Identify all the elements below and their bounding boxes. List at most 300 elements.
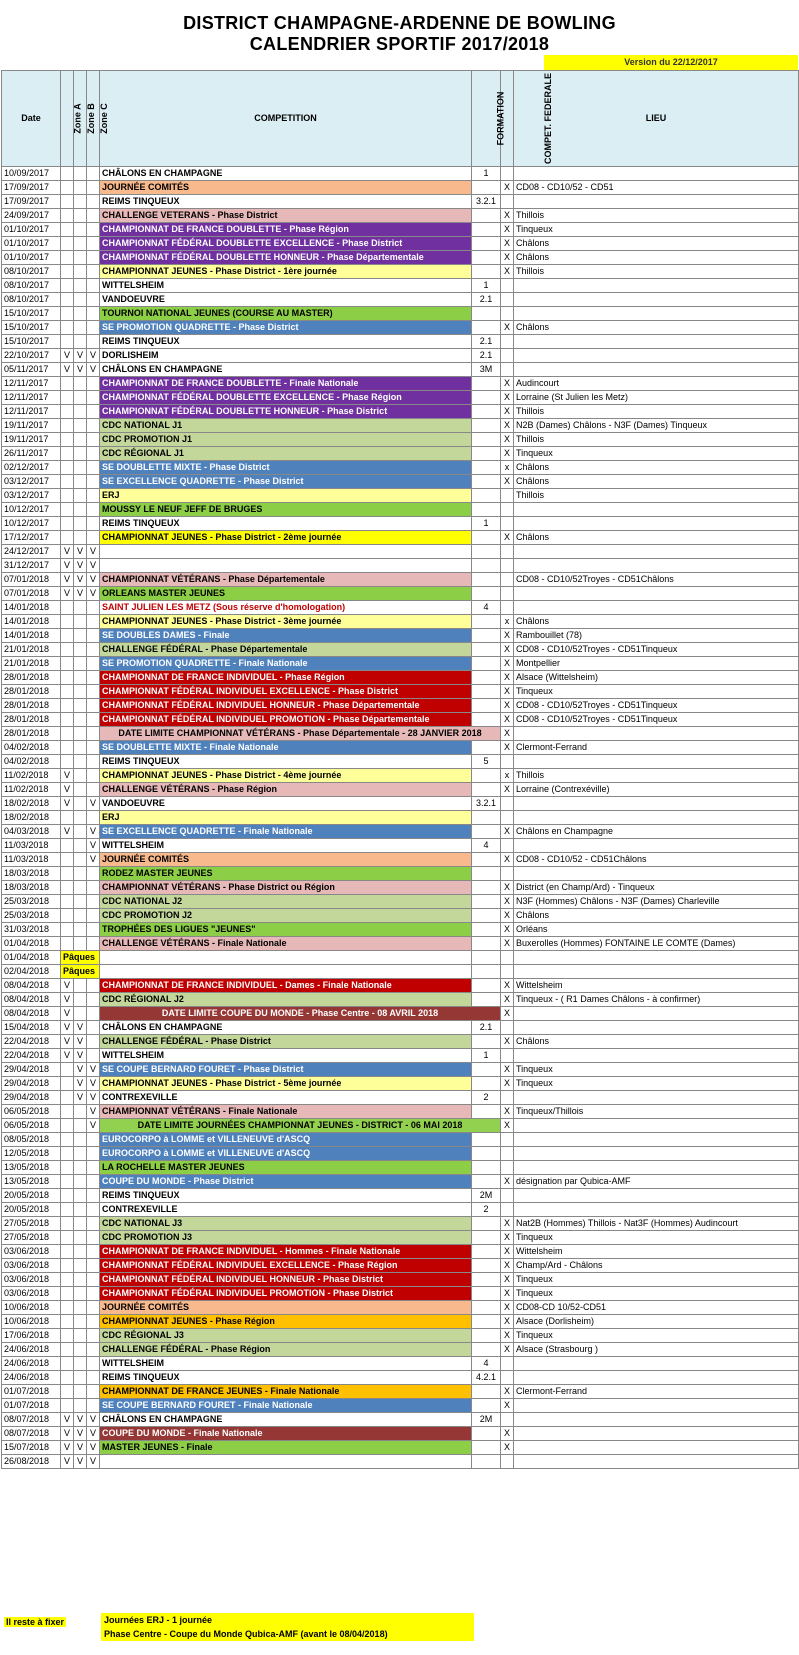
- lieu-cell: Thillois: [514, 405, 799, 419]
- zone-a-cell: V: [61, 1427, 74, 1441]
- compet-federale-cell: X: [501, 1287, 514, 1301]
- table-row: [2, 545, 799, 559]
- zone-a-cell: V: [61, 363, 74, 377]
- date-cell: 22/04/2018: [2, 1049, 61, 1063]
- zone-a-cell: [61, 1301, 74, 1315]
- table-row: [2, 909, 799, 923]
- compet-federale-cell: [501, 517, 514, 531]
- zone-b-cell: [74, 1315, 87, 1329]
- competition-cell: WITTELSHEIM: [100, 1357, 472, 1371]
- zone-a-cell: [61, 1287, 74, 1301]
- table-row: [2, 1161, 799, 1175]
- competition-cell: WITTELSHEIM: [100, 279, 472, 293]
- calendar-table: [1, 70, 799, 1469]
- zone-a-cell: [61, 489, 74, 503]
- zone-c-cell: V: [87, 839, 100, 853]
- zone-b-cell: [74, 1399, 87, 1413]
- table-row: [2, 433, 799, 447]
- zone-b-cell: [74, 335, 87, 349]
- lieu-cell: Tinqueux: [514, 447, 799, 461]
- zone-a-cell: V: [61, 993, 74, 1007]
- formation-cell: 2M: [472, 1413, 501, 1427]
- zone-a-cell: [61, 447, 74, 461]
- table-row: [2, 769, 799, 783]
- zone-a-cell: [61, 181, 74, 195]
- formation-cell: 1: [472, 517, 501, 531]
- date-cell: 08/07/2018: [2, 1427, 61, 1441]
- date-cell: 08/07/2018: [2, 1413, 61, 1427]
- formation-cell: [472, 1161, 501, 1175]
- zone-a-cell: [61, 1133, 74, 1147]
- competition-cell: DATE LIMITE CHAMPIONNAT VÉTÉRANS - Phase Départementale - 28 JANVIER 2018: [100, 727, 501, 741]
- zone-a-cell: [61, 1315, 74, 1329]
- compet-federale-cell: [501, 167, 514, 181]
- zone-b-cell: [74, 671, 87, 685]
- formation-cell: [472, 1035, 501, 1049]
- zone-a-cell: V: [61, 1441, 74, 1455]
- zone-c-cell: [87, 979, 100, 993]
- date-cell: 15/10/2017: [2, 307, 61, 321]
- zone-c-cell: [87, 867, 100, 881]
- zone-c-cell: V: [87, 587, 100, 601]
- formation-cell: [472, 783, 501, 797]
- compet-federale-cell: [501, 335, 514, 349]
- table-row: [2, 447, 799, 461]
- date-cell: 11/02/2018: [2, 783, 61, 797]
- header-zone-c: Zone C: [87, 71, 100, 167]
- zone-c-cell: [87, 923, 100, 937]
- table-row: [2, 825, 799, 839]
- zone-b-cell: [74, 979, 87, 993]
- lieu-cell: [514, 1119, 799, 1133]
- zone-b-cell: [74, 811, 87, 825]
- date-cell: 25/03/2018: [2, 895, 61, 909]
- zone-a-cell: [61, 909, 74, 923]
- formation-cell: [472, 769, 501, 783]
- zone-b-cell: [74, 825, 87, 839]
- formation-cell: [472, 587, 501, 601]
- date-cell: 13/05/2018: [2, 1175, 61, 1189]
- zone-a-cell: [61, 741, 74, 755]
- lieu-cell: [514, 811, 799, 825]
- zone-a-cell: V: [61, 769, 74, 783]
- zone-a-cell: V: [61, 1021, 74, 1035]
- date-cell: 18/02/2018: [2, 811, 61, 825]
- zone-c-cell: [87, 993, 100, 1007]
- formation-cell: [472, 685, 501, 699]
- competition-cell: CHÂLONS EN CHAMPAGNE: [100, 1413, 472, 1427]
- zone-c-cell: [87, 461, 100, 475]
- date-cell: 24/09/2017: [2, 209, 61, 223]
- competition-cell: TROPHÉES DES LIGUES "JEUNES": [100, 923, 472, 937]
- competition-cell: CHALLENGE FÉDÉRAL - Phase District: [100, 1035, 472, 1049]
- header-zone-a: Zone A: [61, 71, 74, 167]
- table-row: [2, 461, 799, 475]
- formation-cell: [472, 923, 501, 937]
- lieu-cell: Châlons: [514, 251, 799, 265]
- compet-federale-cell: X: [501, 1315, 514, 1329]
- competition-cell: CHAMPIONNAT DE FRANCE INDIVIDUEL - Dames - Finale Nationale: [100, 979, 472, 993]
- competition-cell: REIMS TINQUEUX: [100, 755, 472, 769]
- table-row: [2, 783, 799, 797]
- competition-cell: REIMS TINQUEUX: [100, 335, 472, 349]
- zone-c-cell: [87, 769, 100, 783]
- zone-c-cell: V: [87, 1413, 100, 1427]
- zone-c-cell: [87, 1231, 100, 1245]
- date-cell: 03/12/2017: [2, 489, 61, 503]
- zone-a-cell: [61, 517, 74, 531]
- zone-a-cell: [61, 727, 74, 741]
- zone-a-cell: [61, 237, 74, 251]
- zone-c-cell: [87, 475, 100, 489]
- compet-federale-cell: X: [501, 433, 514, 447]
- header-row: [2, 71, 799, 167]
- date-cell: 01/07/2018: [2, 1385, 61, 1399]
- formation-cell: 2.1: [472, 293, 501, 307]
- competition-cell: CHALLENGE FÉDÉRAL - Phase Départementale: [100, 643, 472, 657]
- date-cell: 08/10/2017: [2, 293, 61, 307]
- table-row: [2, 503, 799, 517]
- competition-cell: JOURNÉE COMITÉS: [100, 1301, 472, 1315]
- formation-cell: [472, 1385, 501, 1399]
- zone-c-cell: V: [87, 1091, 100, 1105]
- table-row: [2, 1147, 799, 1161]
- lieu-cell: [514, 1427, 799, 1441]
- zone-b-cell: V: [74, 1441, 87, 1455]
- compet-federale-cell: x: [501, 769, 514, 783]
- compet-federale-cell: X: [501, 1385, 514, 1399]
- zone-c-cell: [87, 685, 100, 699]
- compet-federale-cell: X: [501, 223, 514, 237]
- zone-b-cell: [74, 279, 87, 293]
- table-row: [2, 881, 799, 895]
- lieu-cell: Lorraine (Contrexéville): [514, 783, 799, 797]
- lieu-cell: District (en Champ/Ard) - Tinqueux: [514, 881, 799, 895]
- table-row: [2, 181, 799, 195]
- table-row: [2, 923, 799, 937]
- compet-federale-cell: X: [501, 181, 514, 195]
- competition-cell: CDC RÉGIONAL J3: [100, 1329, 472, 1343]
- zone-b-cell: [74, 517, 87, 531]
- formation-cell: [472, 1301, 501, 1315]
- competition-cell: CHÂLONS EN CHAMPAGNE: [100, 363, 472, 377]
- compet-federale-cell: [501, 1133, 514, 1147]
- table-row: [2, 1007, 799, 1021]
- date-cell: 12/11/2017: [2, 391, 61, 405]
- competition-cell: CHAMPIONNAT FÉDÉRAL INDIVIDUEL PROMOTION - Phase District: [100, 1287, 472, 1301]
- zone-b-cell: [74, 1133, 87, 1147]
- formation-cell: [472, 1343, 501, 1357]
- date-cell: 22/04/2018: [2, 1035, 61, 1049]
- date-cell: 06/05/2018: [2, 1119, 61, 1133]
- lieu-cell: [514, 1091, 799, 1105]
- competition-cell: [100, 951, 472, 965]
- date-cell: 15/10/2017: [2, 335, 61, 349]
- date-cell: 27/05/2018: [2, 1217, 61, 1231]
- compet-federale-cell: [501, 867, 514, 881]
- lieu-cell: N2B (Dames) Châlons - N3F (Dames) Tinqueux: [514, 419, 799, 433]
- zone-a-cell: [61, 1077, 74, 1091]
- zone-b-cell: [74, 503, 87, 517]
- compet-federale-cell: [501, 293, 514, 307]
- competition-cell: SE COUPE BERNARD FOURET - Phase District: [100, 1063, 472, 1077]
- zone-c-cell: [87, 517, 100, 531]
- page-subtitle: CALENDRIER SPORTIF 2017/2018: [249, 34, 550, 54]
- date-cell: 08/10/2017: [2, 265, 61, 279]
- table-row: [2, 167, 799, 181]
- compet-federale-cell: X: [501, 1399, 514, 1413]
- compet-federale-cell: X: [501, 1007, 514, 1021]
- zone-b-cell: V: [74, 1091, 87, 1105]
- competition-cell: CHAMPIONNAT DE FRANCE DOUBLETTE - Phase Région: [100, 223, 472, 237]
- date-cell: 12/11/2017: [2, 377, 61, 391]
- table-row: [2, 1035, 799, 1049]
- formation-cell: [472, 1105, 501, 1119]
- zone-a-cell: [61, 1189, 74, 1203]
- zone-c-cell: [87, 1245, 100, 1259]
- zone-a-cell: V: [61, 1007, 74, 1021]
- lieu-cell: [514, 1399, 799, 1413]
- compet-federale-cell: X: [501, 1329, 514, 1343]
- zone-c-cell: V: [87, 559, 100, 573]
- compet-federale-cell: [501, 1091, 514, 1105]
- competition-cell: REIMS TINQUEUX: [100, 1189, 472, 1203]
- competition-cell: CHAMPIONNAT FÉDÉRAL INDIVIDUEL HONNEUR - Phase Départementale: [100, 699, 472, 713]
- zone-b-cell: V: [74, 1063, 87, 1077]
- compet-federale-cell: X: [501, 251, 514, 265]
- zone-c-cell: [87, 1329, 100, 1343]
- zone-a-cell: [61, 1091, 74, 1105]
- formation-cell: 3M: [472, 363, 501, 377]
- date-cell: 17/06/2018: [2, 1329, 61, 1343]
- zone-b-cell: [74, 1259, 87, 1273]
- date-cell: 02/12/2017: [2, 461, 61, 475]
- zone-c-cell: [87, 209, 100, 223]
- lieu-cell: Tinqueux: [514, 1273, 799, 1287]
- zone-c-cell: [87, 223, 100, 237]
- compet-federale-cell: X: [501, 1175, 514, 1189]
- header-competition: COMPETITION: [100, 71, 472, 167]
- formation-cell: 2.1: [472, 335, 501, 349]
- zone-a-cell: [61, 279, 74, 293]
- compet-federale-cell: [501, 503, 514, 517]
- competition-cell: CHAMPIONNAT FÉDÉRAL DOUBLETTE EXCELLENCE - Phase District: [100, 237, 472, 251]
- date-cell: 04/02/2018: [2, 755, 61, 769]
- competition-cell: CHAMPIONNAT JEUNES - Phase District - 1ère journée: [100, 265, 472, 279]
- zone-a-cell: [61, 475, 74, 489]
- compet-federale-cell: [501, 1203, 514, 1217]
- zone-a-cell: Pâques: [61, 951, 100, 965]
- lieu-cell: [514, 195, 799, 209]
- date-cell: 14/01/2018: [2, 615, 61, 629]
- lieu-cell: Clermont-Ferrand: [514, 741, 799, 755]
- date-cell: 15/10/2017: [2, 321, 61, 335]
- zone-b-cell: [74, 881, 87, 895]
- zone-b-cell: V: [74, 349, 87, 363]
- footer-line: Phase Centre - Coupe du Monde Qubica-AMF (avant le 08/04/2018): [104, 1629, 388, 1639]
- competition-cell: CONTREXEVILLE: [100, 1203, 472, 1217]
- formation-cell: [472, 1329, 501, 1343]
- lieu-cell: CD08 - CD10/52Troyes - CD51Châlons: [514, 573, 799, 587]
- zone-c-cell: [87, 307, 100, 321]
- lieu-cell: Champ/Ard - Châlons: [514, 1259, 799, 1273]
- zone-b-cell: [74, 237, 87, 251]
- competition-cell: CDC RÉGIONAL J1: [100, 447, 472, 461]
- zone-b-cell: V: [74, 1455, 87, 1469]
- zone-a-cell: [61, 1175, 74, 1189]
- header-date: Date: [2, 71, 61, 167]
- zone-a-cell: [61, 1399, 74, 1413]
- competition-cell: JOURNÉE COMITÉS: [100, 853, 472, 867]
- compet-federale-cell: X: [501, 979, 514, 993]
- zone-a-cell: [61, 671, 74, 685]
- zone-a-cell: [61, 335, 74, 349]
- formation-cell: [472, 433, 501, 447]
- date-cell: 27/05/2018: [2, 1231, 61, 1245]
- zone-b-cell: [74, 1007, 87, 1021]
- compet-federale-cell: X: [501, 895, 514, 909]
- competition-cell: SE EXCELLENCE QUADRETTE - Phase District: [100, 475, 472, 489]
- table-row: [2, 475, 799, 489]
- zone-b-cell: [74, 223, 87, 237]
- formation-cell: [472, 419, 501, 433]
- zone-b-cell: V: [74, 559, 87, 573]
- compet-federale-cell: X: [501, 475, 514, 489]
- competition-cell: CDC NATIONAL J2: [100, 895, 472, 909]
- formation-cell: 1: [472, 279, 501, 293]
- date-cell: 29/04/2018: [2, 1063, 61, 1077]
- table-row: [2, 1385, 799, 1399]
- date-cell: 03/06/2018: [2, 1245, 61, 1259]
- date-cell: 12/05/2018: [2, 1147, 61, 1161]
- zone-b-cell: [74, 727, 87, 741]
- competition-cell: CHAMPIONNAT FÉDÉRAL INDIVIDUEL PROMOTION - Phase Départementale: [100, 713, 472, 727]
- date-cell: 01/07/2018: [2, 1399, 61, 1413]
- zone-c-cell: V: [87, 1441, 100, 1455]
- compet-federale-cell: [501, 965, 514, 979]
- compet-federale-cell: X: [501, 1259, 514, 1273]
- zone-c-cell: V: [87, 1077, 100, 1091]
- zone-c-cell: [87, 419, 100, 433]
- competition-cell: CHAMPIONNAT FÉDÉRAL INDIVIDUEL EXCELLENCE - Phase District: [100, 685, 472, 699]
- date-cell: 19/11/2017: [2, 419, 61, 433]
- zone-a-cell: Pâques: [61, 965, 100, 979]
- zone-c-cell: [87, 195, 100, 209]
- zone-a-cell: [61, 937, 74, 951]
- table-row: [2, 993, 799, 1007]
- table-row: [2, 951, 799, 965]
- zone-b-cell: [74, 293, 87, 307]
- zone-a-cell: [61, 461, 74, 475]
- table-row: [2, 391, 799, 405]
- lieu-cell: Châlons: [514, 321, 799, 335]
- zone-b-cell: [74, 181, 87, 195]
- lieu-cell: Tinqueux: [514, 1231, 799, 1245]
- zone-b-cell: V: [74, 545, 87, 559]
- zone-c-cell: [87, 783, 100, 797]
- zone-a-cell: [61, 601, 74, 615]
- compet-federale-cell: X: [501, 629, 514, 643]
- table-row: [2, 797, 799, 811]
- compet-federale-cell: [501, 839, 514, 853]
- lieu-cell: Thillois: [514, 769, 799, 783]
- lieu-cell: Wittelsheim: [514, 1245, 799, 1259]
- date-cell: 11/03/2018: [2, 839, 61, 853]
- date-cell: 28/01/2018: [2, 671, 61, 685]
- competition-cell: CHAMPIONNAT DE FRANCE JEUNES - Finale Nationale: [100, 1385, 472, 1399]
- formation-cell: [472, 1147, 501, 1161]
- date-cell: 01/10/2017: [2, 223, 61, 237]
- zone-c-cell: [87, 937, 100, 951]
- competition-cell: MASTER JEUNES - Finale: [100, 1441, 472, 1455]
- lieu-cell: [514, 559, 799, 573]
- compet-federale-cell: X: [501, 853, 514, 867]
- zone-c-cell: [87, 447, 100, 461]
- zone-b-cell: [74, 993, 87, 1007]
- zone-b-cell: [74, 1329, 87, 1343]
- zone-b-cell: [74, 1147, 87, 1161]
- table-row: [2, 629, 799, 643]
- lieu-cell: Tinqueux: [514, 223, 799, 237]
- zone-b-cell: [74, 321, 87, 335]
- compet-federale-cell: X: [501, 713, 514, 727]
- formation-cell: [472, 615, 501, 629]
- competition-cell: CHÂLONS EN CHAMPAGNE: [100, 167, 472, 181]
- date-cell: 19/11/2017: [2, 433, 61, 447]
- table-row: [2, 601, 799, 615]
- table-row: [2, 1441, 799, 1455]
- table-row: [2, 1273, 799, 1287]
- compet-federale-cell: X: [501, 321, 514, 335]
- date-cell: 10/09/2017: [2, 167, 61, 181]
- zone-a-cell: [61, 391, 74, 405]
- footer-label: Il reste à fixer: [6, 1617, 65, 1627]
- date-cell: 22/10/2017: [2, 349, 61, 363]
- competition-cell: EUROCORPO à LOMME et VILLENEUVE d'ASCQ: [100, 1147, 472, 1161]
- lieu-cell: Clermont-Ferrand: [514, 1385, 799, 1399]
- table-row: [2, 839, 799, 853]
- version-label: Version du 22/12/2017: [544, 55, 798, 70]
- compet-federale-cell: [501, 489, 514, 503]
- formation-cell: [472, 1063, 501, 1077]
- lieu-cell: Tinqueux - ( R1 Dames Châlons - à confirmer): [514, 993, 799, 1007]
- zone-a-cell: [61, 839, 74, 853]
- compet-federale-cell: [501, 601, 514, 615]
- lieu-cell: Tinqueux: [514, 1287, 799, 1301]
- zone-c-cell: V: [87, 1063, 100, 1077]
- compet-federale-cell: [501, 1189, 514, 1203]
- table-row: [2, 1175, 799, 1189]
- date-cell: 25/03/2018: [2, 909, 61, 923]
- zone-a-cell: V: [61, 979, 74, 993]
- date-cell: 08/05/2018: [2, 1133, 61, 1147]
- competition-cell: SAINT JULIEN LES METZ (Sous réserve d'homologation): [100, 601, 472, 615]
- formation-cell: [472, 545, 501, 559]
- date-cell: 01/10/2017: [2, 237, 61, 251]
- zone-c-cell: [87, 1315, 100, 1329]
- competition-cell: SE DOUBLES DAMES - Finale: [100, 629, 472, 643]
- table-row: [2, 1217, 799, 1231]
- zone-b-cell: [74, 1357, 87, 1371]
- competition-cell: CHAMPIONNAT FÉDÉRAL DOUBLETTE HONNEUR - Phase Départementale: [100, 251, 472, 265]
- zone-b-cell: [74, 377, 87, 391]
- zone-b-cell: [74, 755, 87, 769]
- table-row: [2, 1105, 799, 1119]
- compet-federale-cell: X: [501, 923, 514, 937]
- competition-cell: ORLEANS MASTER JEUNES: [100, 587, 472, 601]
- compet-federale-cell: X: [501, 937, 514, 951]
- table-row: [2, 237, 799, 251]
